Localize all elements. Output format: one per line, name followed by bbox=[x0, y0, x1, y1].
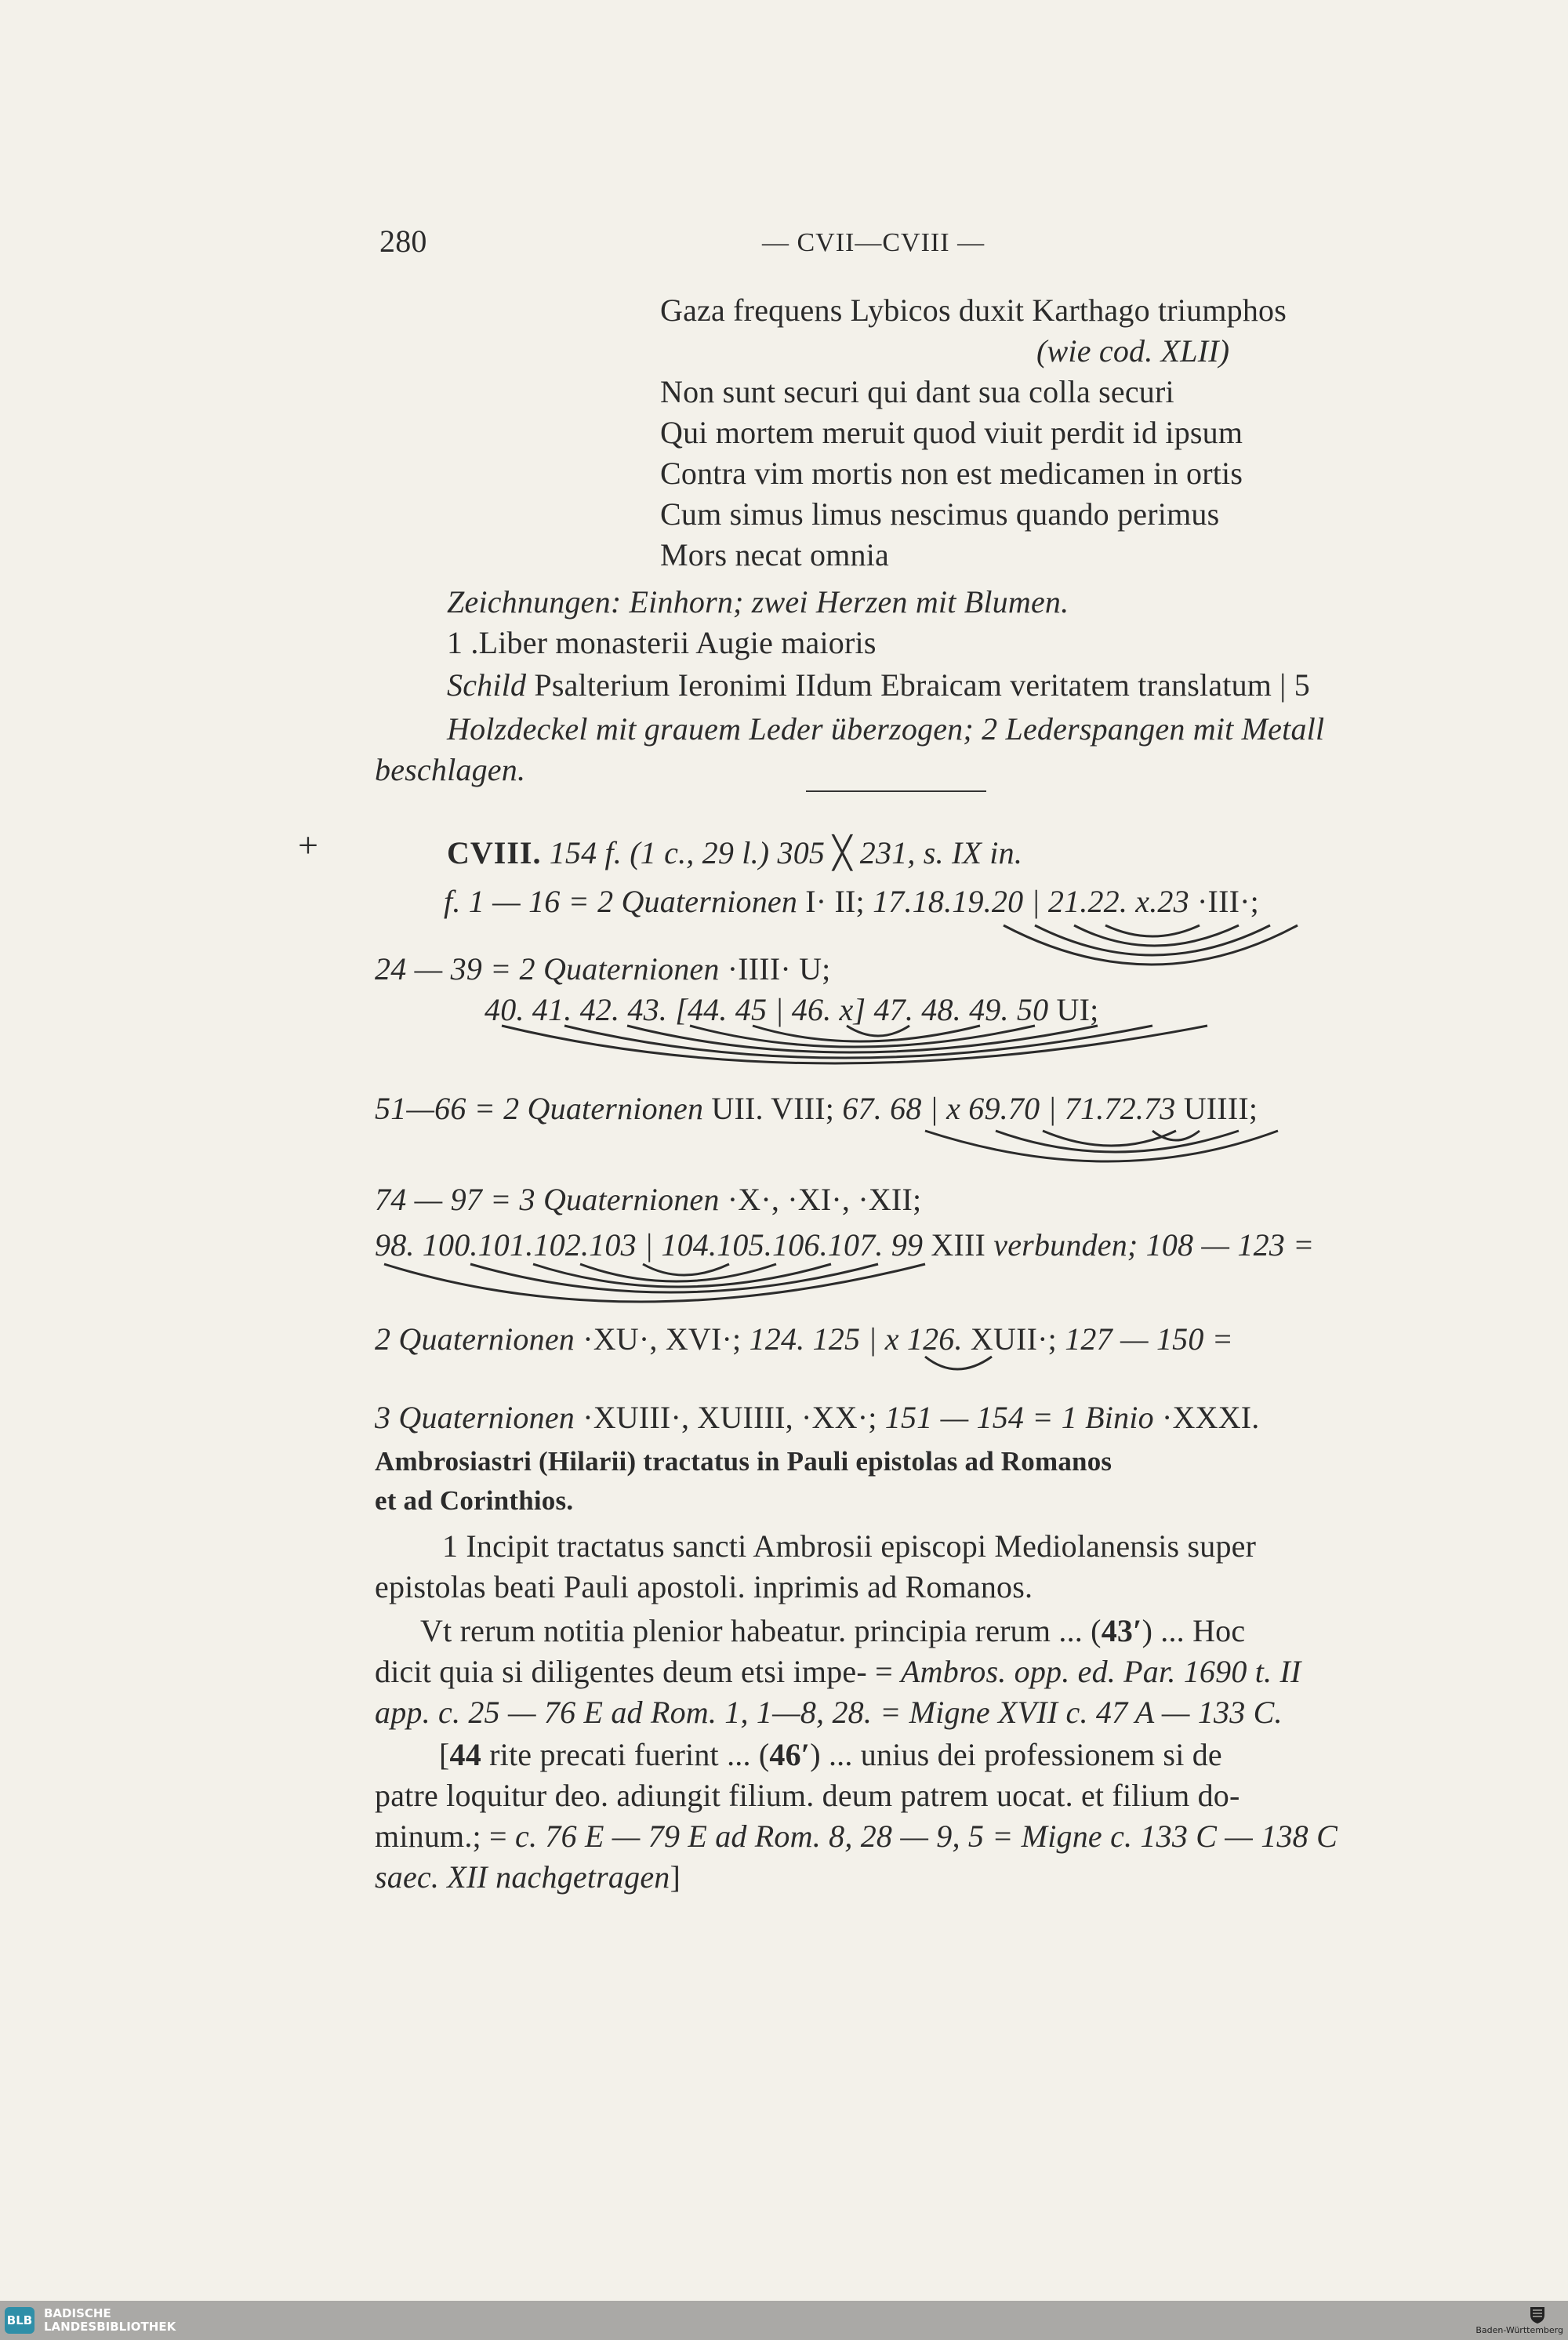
library-name-line-2: LANDESBIBLIOTHEK bbox=[44, 2320, 176, 2334]
verse-line-3: Qui mortem meruit quod viuit perdit id ipsum bbox=[660, 415, 1243, 450]
arc bbox=[1105, 925, 1200, 936]
state-name: Baden-Württemberg bbox=[1475, 2325, 1563, 2335]
verse-line-2: Non sunt securi qui dant sua colla securi bbox=[660, 374, 1174, 409]
arc bbox=[643, 1264, 729, 1275]
folio-ref-43: 43′ bbox=[1101, 1613, 1142, 1648]
verse-line-4: Contra vim mortis non est medicamen in ortis bbox=[660, 456, 1243, 491]
text-line-5: patre loquitur deo. adiungit filium. deum patrem uocat. et filium do- bbox=[375, 1778, 1240, 1813]
work-title-line-2: et ad Corinthios. bbox=[375, 1485, 574, 1516]
quire-numerals-8: ·XUIII·, XUIIII, ·XX·; bbox=[583, 1400, 877, 1435]
quire-range-2: 24 — 39 = 2 Quaternionen bbox=[375, 951, 720, 987]
state-coat-of-arms-icon bbox=[1529, 2305, 1546, 2324]
viewer-footer bbox=[0, 2301, 1568, 2340]
arc bbox=[580, 1264, 776, 1281]
text-6b: c. 76 E — 79 E ad Rom. 8, 28 — 9, 5 = Migne c. 133 C — 138 C bbox=[515, 1819, 1338, 1854]
incipit-text: Incipit tractatus sancti Ambrosii episcopi Mediolanensis super bbox=[466, 1528, 1257, 1564]
edition-ref: Ambros. opp. ed. Par. 1690 t. II bbox=[901, 1654, 1301, 1689]
codex-description: 154 f. (1 c., 29 l.) 305 ╳ 231, s. IX in. bbox=[549, 835, 1023, 870]
quire-numerals-2: ·IIII· U; bbox=[727, 951, 831, 987]
verse-line-6: Mors necat omnia bbox=[660, 537, 890, 572]
incipit-line-1 bbox=[442, 1528, 1256, 1565]
quire-numeral-6: XIII bbox=[931, 1227, 986, 1263]
quire-range-1: f. 1 — 16 = 2 Quaternionen bbox=[444, 884, 798, 919]
drawings-note: Zeichnungen: Einhorn; zwei Herzen mit Blumen. bbox=[447, 584, 1069, 620]
folio-ref-46: 46′ bbox=[769, 1737, 811, 1772]
text-7a: saec. XII nachgetragen bbox=[375, 1859, 670, 1895]
incipit-line-2: epistolas beati Pauli apostoli. inprimis ad Romanos. bbox=[375, 1569, 1033, 1604]
page-number: 280 bbox=[379, 223, 427, 259]
arc bbox=[925, 1357, 992, 1369]
quire-folios-6: 98. 100.101.102.103 | 104.105.106.107. 99 bbox=[375, 1227, 924, 1263]
binding-line-1: Holzdeckel mit grauem Leder überzogen; 2 Lederspangen mit Metall bbox=[447, 711, 1325, 747]
text-6a: minum.; = bbox=[375, 1819, 507, 1854]
quire-numerals-7: ·XU·, XVI·; bbox=[583, 1321, 742, 1357]
running-title: — CVII—CVIII — bbox=[762, 228, 985, 257]
text-line-1 bbox=[420, 1612, 1245, 1650]
quire-numeral-8b: ·XXXI. bbox=[1162, 1400, 1260, 1435]
binding-line-2: beschlagen. bbox=[375, 752, 526, 787]
text-4e: ) ... unius dei professionem si de bbox=[810, 1737, 1222, 1772]
blb-logo[interactable]: BLB bbox=[5, 2307, 34, 2334]
quire-type-8: 3 Quaternionen bbox=[375, 1400, 575, 1435]
quire-numerals-1: I· II; bbox=[805, 884, 865, 919]
verse-line-5: Cum simus limus nescimus quando perimus bbox=[660, 496, 1220, 532]
text-line-4 bbox=[439, 1736, 1222, 1774]
quire-numeral-7b: XUII·; bbox=[970, 1321, 1057, 1357]
ownership-text: .Liber monasterii Augie maioris bbox=[470, 625, 877, 660]
spine-label-word: Schild bbox=[447, 667, 527, 703]
quire-type-7: 2 Quaternionen bbox=[375, 1321, 575, 1357]
work-title-line-1: Ambrosiastri (Hilarii) tractatus in Pauli epistolas ad Romanos bbox=[375, 1446, 1112, 1477]
text-line-6 bbox=[375, 1818, 1338, 1855]
text-4c: rite precati fuerint ... ( bbox=[481, 1737, 770, 1772]
verse-note: (wie cod. XLII) bbox=[1036, 333, 1230, 369]
arc bbox=[996, 1131, 1239, 1152]
text-4a: [ bbox=[439, 1737, 450, 1772]
spine-label-text: Psalterium Ieronimi IIdum Ebraicam veritatem translatum | 5 bbox=[534, 667, 1310, 703]
quire-range-6: verbunden; 108 — 123 = bbox=[993, 1227, 1315, 1263]
margin-cross: + bbox=[298, 825, 319, 865]
quire-folios-3: 40. 41. 42. 43. [44. 45 | 46. x] 47. 48. 49. 50 bbox=[485, 992, 1049, 1027]
text-7b: ] bbox=[670, 1859, 681, 1895]
arc bbox=[1152, 1131, 1200, 1140]
text-1c: ) ... Hoc bbox=[1142, 1613, 1246, 1648]
library-name-line-1: BADISCHE bbox=[44, 2306, 111, 2320]
text-2a: dicit quia si diligentes deum etsi impe- = bbox=[375, 1654, 893, 1689]
arc bbox=[847, 1026, 909, 1036]
quire-numerals-5: ·X·, ·XI·, ·XII; bbox=[727, 1182, 922, 1217]
quire-folios-7: 124. 125 | x 126. bbox=[749, 1321, 963, 1357]
incipit-number: 1 bbox=[442, 1528, 459, 1564]
verse-line-1: Gaza frequens Lybicos duxit Karthago triumphos bbox=[660, 292, 1287, 328]
quire-range-7b: 127 — 150 = bbox=[1065, 1321, 1233, 1357]
quire-numeral-1b: ·III·; bbox=[1197, 884, 1259, 919]
library-name bbox=[44, 2307, 176, 2334]
text-1a: Vt rerum notitia plenior habeatur. principia rerum ... ( bbox=[420, 1613, 1102, 1648]
quire-folios-4: 67. 68 | x 69.70 | 71.72.73 bbox=[842, 1091, 1176, 1126]
quire-range-4: 51—66 = 2 Quaternionen bbox=[375, 1091, 704, 1126]
text-line-2 bbox=[375, 1653, 1301, 1691]
quire-numerals-4: UII. VIII; bbox=[711, 1091, 835, 1126]
codex-signature: CVIII. bbox=[447, 835, 542, 870]
ownership-number: 1 bbox=[447, 625, 463, 660]
quire-numeral-4b: UIIII; bbox=[1183, 1091, 1258, 1126]
folio-ref-44: 44 bbox=[449, 1737, 481, 1772]
quire-binio-8: 151 — 154 = 1 Binio bbox=[884, 1400, 1154, 1435]
text-line-7 bbox=[375, 1859, 681, 1896]
quire-range-5: 74 — 97 = 3 Quaternionen bbox=[375, 1182, 720, 1217]
text-line-3: app. c. 25 — 76 E ad Rom. 1, 1—8, 28. = Migne XVII c. 47 A — 133 C. bbox=[375, 1695, 1283, 1730]
quire-numeral-3: UI; bbox=[1056, 992, 1099, 1027]
quire-folios-1: 17.18.19.20 | 21.22. x.23 bbox=[873, 884, 1189, 919]
